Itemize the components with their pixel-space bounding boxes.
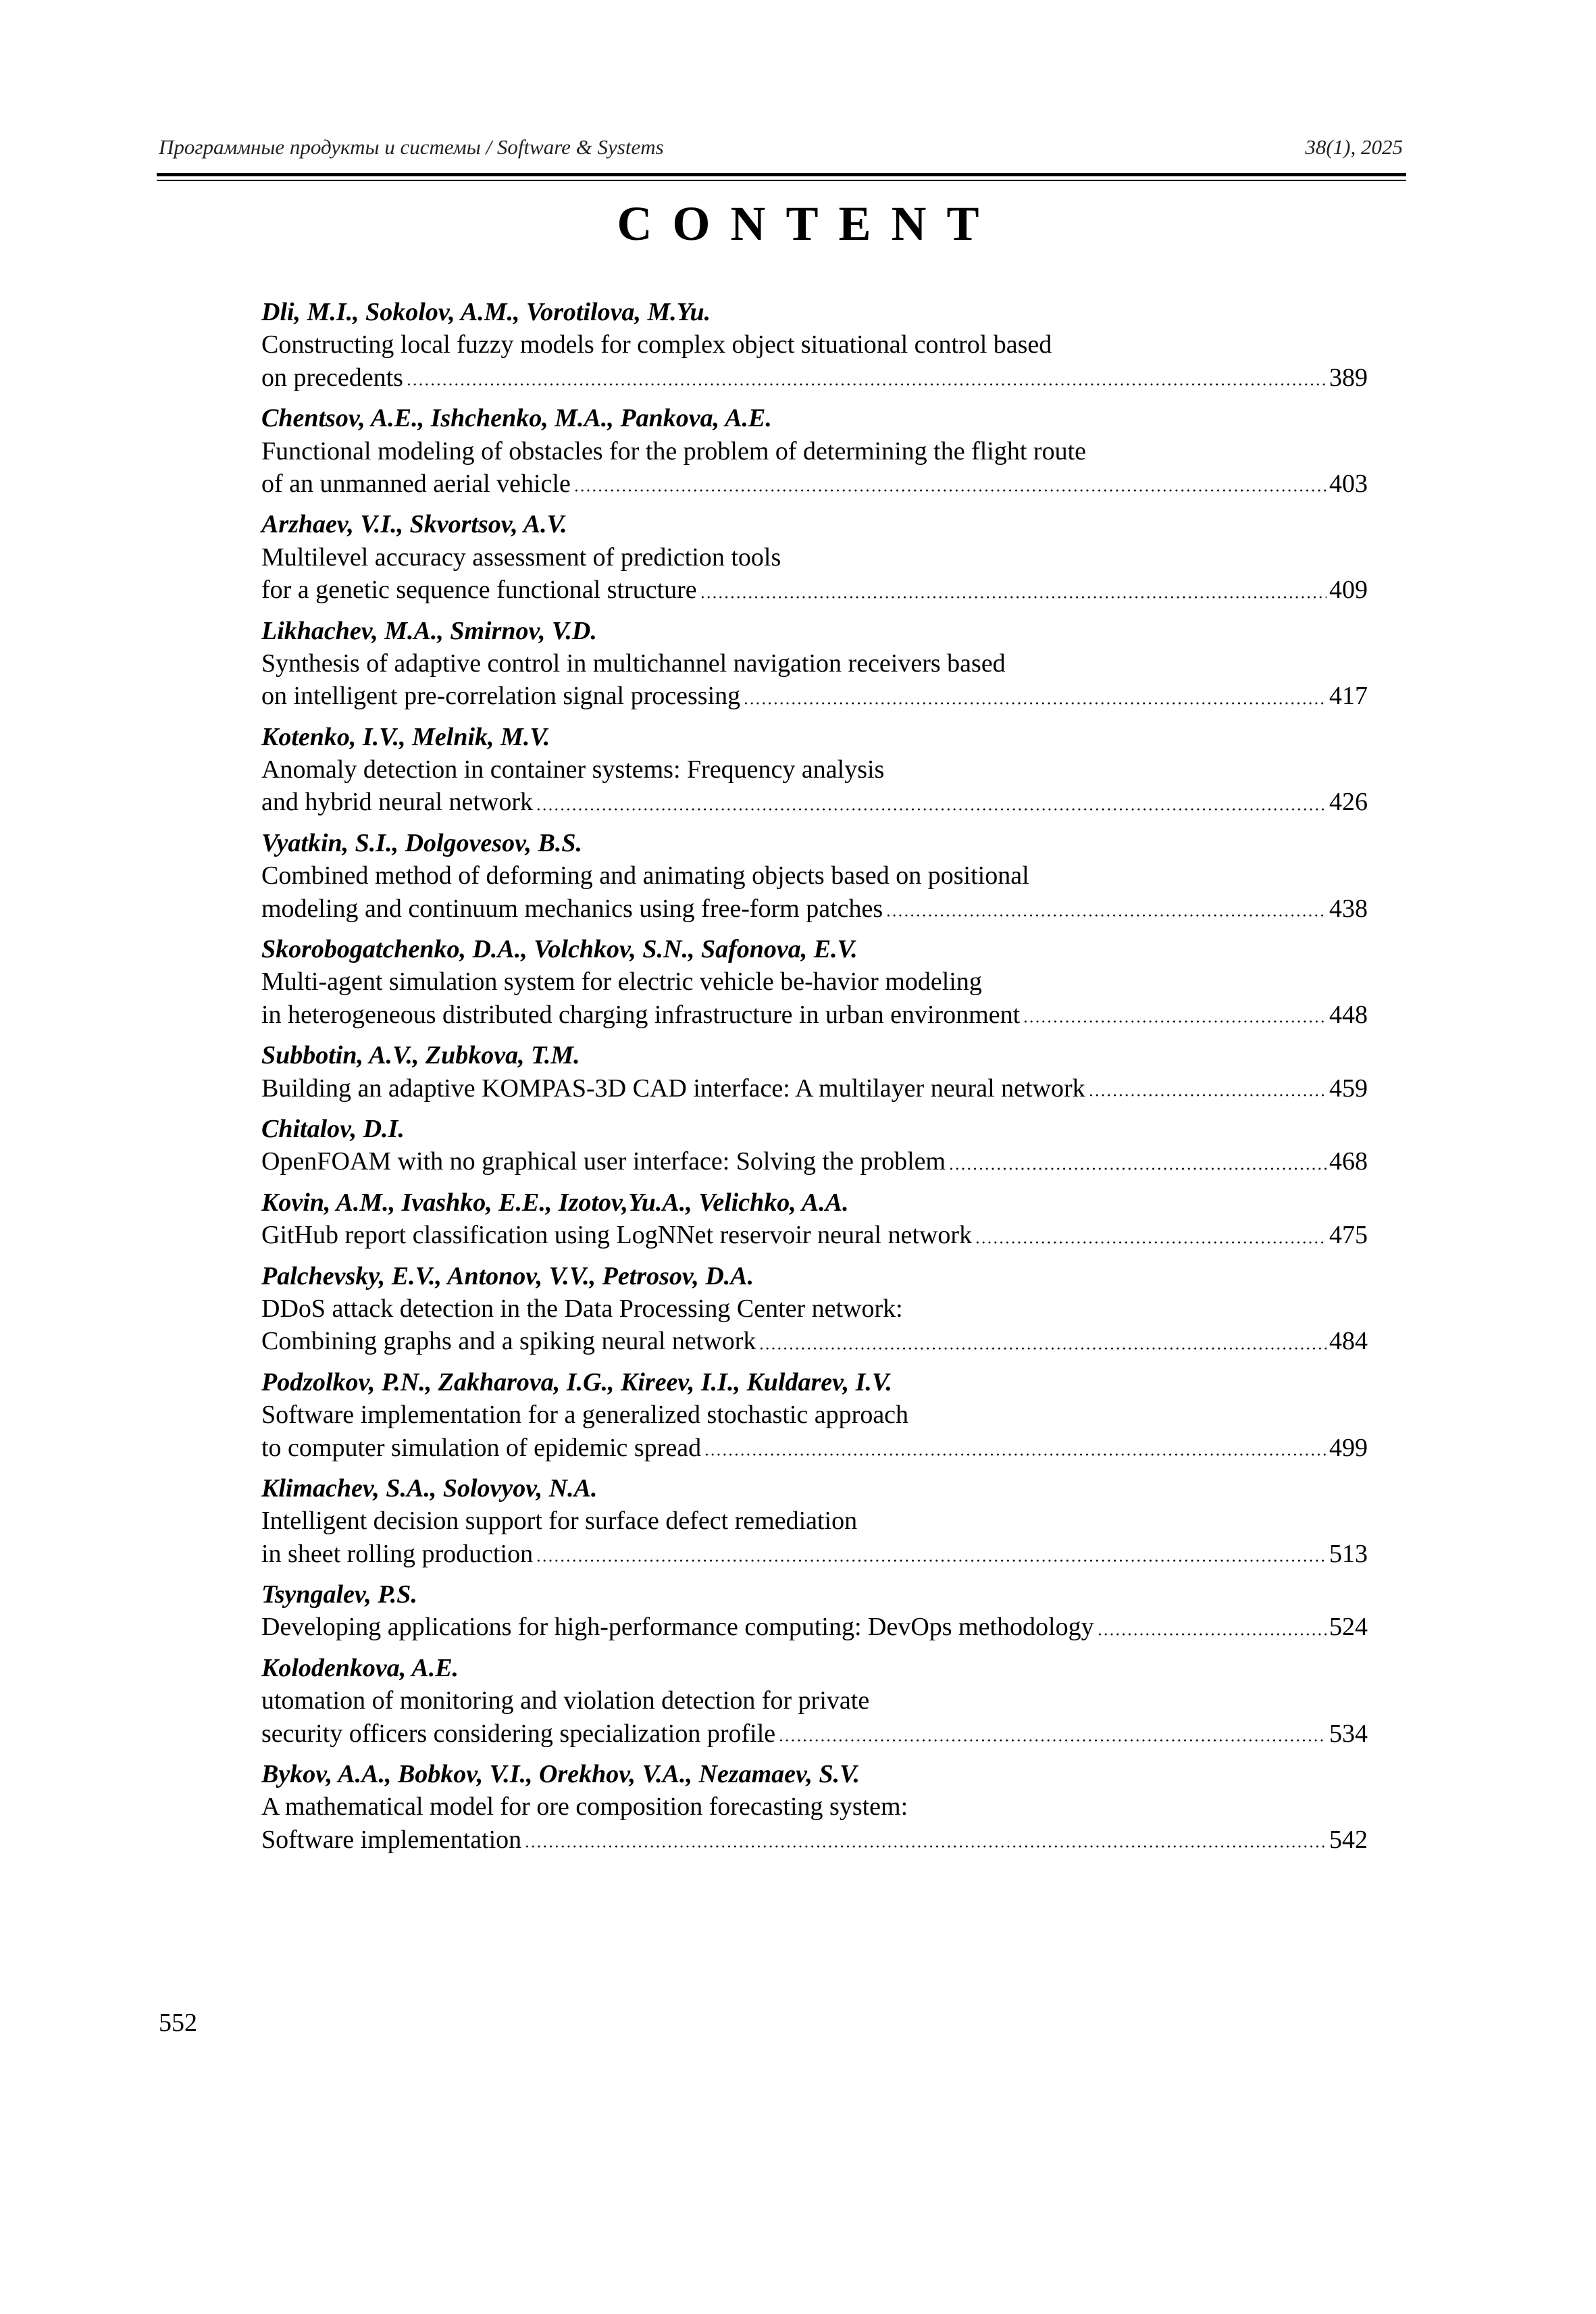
entry-title-last-line xyxy=(261,1717,1368,1750)
entry-title-last-line xyxy=(261,574,1368,606)
page-number: 552 xyxy=(159,2009,197,2037)
entry-title-line: A mathematical model for ore composition forecasting system: xyxy=(261,1792,908,1821)
entry-page-number: 459 xyxy=(1329,1074,1368,1103)
toc-entry[interactable] xyxy=(261,1039,1368,1105)
dot-leader xyxy=(1097,1633,1327,1636)
dot-leader xyxy=(524,1845,1327,1848)
entry-authors: Kotenko, I.V., Melnik, M.V. xyxy=(261,722,550,751)
entry-title-line: Constructing local fuzzy models for complex object situational control based xyxy=(261,330,1052,359)
entry-title-last-line xyxy=(261,1219,1368,1251)
entry-title-line: and hybrid neural network xyxy=(261,788,534,817)
entry-title-last-line xyxy=(261,1823,1368,1856)
entry-authors: Klimachev, S.A., Solovyov, N.A. xyxy=(261,1474,598,1503)
entry-title-line: DDoS attack detection in the Data Processing Center network: xyxy=(261,1294,903,1323)
entry-page-number: 409 xyxy=(1329,576,1368,605)
entry-authors: Subbotin, A.V., Zubkova, T.M. xyxy=(261,1041,580,1070)
running-header-journal: Программные продукты и системы / Software & Systems xyxy=(159,135,664,159)
entry-title-line: to computer simulation of epidemic spread xyxy=(261,1433,702,1462)
entry-title-line: utomation of monitoring and violation detection for private xyxy=(261,1686,870,1715)
entry-authors: Kovin, A.M., Ivashko, E.E., Izotov,Yu.A., Velichko, A.A. xyxy=(261,1188,849,1217)
running-header-issue: 38(1), 2025 xyxy=(1305,135,1403,159)
entry-title-line: Software implementation for a generalized stochastic approach xyxy=(261,1401,909,1430)
entry-page-number: 542 xyxy=(1329,1825,1368,1854)
entry-page-number: 484 xyxy=(1329,1327,1368,1356)
page-title: CONTENT xyxy=(617,197,1000,251)
entry-title-last-line xyxy=(261,361,1368,394)
entry-title-line: Combined method of deforming and animating objects based on positional xyxy=(261,861,1029,890)
entry-title-line: Intelligent decision support for surface defect remediation xyxy=(261,1507,858,1536)
toc-entry[interactable] xyxy=(261,827,1368,925)
entry-page-number: 524 xyxy=(1329,1613,1368,1642)
entry-title-last-line xyxy=(261,786,1368,818)
dot-leader xyxy=(1088,1094,1327,1097)
entry-title-line: modeling and continuum mechanics using free-form patches xyxy=(261,894,883,923)
toc-entry[interactable] xyxy=(261,1578,1368,1644)
toc-entry[interactable] xyxy=(261,296,1368,394)
dot-leader xyxy=(778,1739,1327,1742)
toc-entry[interactable] xyxy=(261,1652,1368,1750)
entry-title-line: GitHub report classification using LogNNet reservoir neural network xyxy=(261,1221,973,1250)
entry-title-line: in sheet rolling production xyxy=(261,1539,534,1568)
entry-authors: Arzhaev, V.I., Skvortsov, A.V. xyxy=(261,510,567,539)
entry-page-number: 475 xyxy=(1329,1221,1368,1250)
entry-title-line: Multi-agent simulation system for electric vehicle be-havior modeling xyxy=(261,967,982,997)
entry-title-line: in heterogeneous distributed charging infrastructure in urban environment xyxy=(261,1000,1021,1029)
entry-page-number: 513 xyxy=(1329,1539,1368,1568)
dot-leader xyxy=(536,808,1327,811)
entry-page-number: 534 xyxy=(1329,1719,1368,1748)
entry-authors: Kolodenkova, A.E. xyxy=(261,1653,459,1682)
entry-title-line: of an unmanned aerial vehicle xyxy=(261,469,571,498)
dot-leader xyxy=(743,702,1327,705)
entry-title-last-line xyxy=(261,468,1368,500)
entry-page-number: 438 xyxy=(1329,894,1368,923)
toc-entry[interactable] xyxy=(261,508,1368,606)
toc-entry[interactable] xyxy=(261,402,1368,500)
entry-authors: Skorobogatchenko, D.A., Volchkov, S.N., Safonova, E.V. xyxy=(261,935,858,964)
entry-title-last-line xyxy=(261,680,1368,712)
entry-title-last-line xyxy=(261,1611,1368,1643)
entry-title-line: Functional modeling of obstacles for the problem of determining the flight route xyxy=(261,436,1086,466)
toc-entry[interactable] xyxy=(261,933,1368,1031)
toc-entry[interactable] xyxy=(261,1758,1368,1856)
entry-page-number: 499 xyxy=(1329,1433,1368,1462)
entry-title-line: on intelligent pre-correlation signal processing xyxy=(261,682,741,711)
dot-leader xyxy=(406,383,1327,386)
entry-title-last-line xyxy=(261,892,1368,925)
entry-title-line: Multilevel accuracy assessment of prediction tools xyxy=(261,543,781,572)
table-of-contents xyxy=(261,296,1368,1864)
entry-page-number: 468 xyxy=(1329,1147,1368,1176)
entry-title-line: Building an adaptive KOMPAS-3D CAD interface: A multilayer neural network xyxy=(261,1074,1085,1103)
dot-leader xyxy=(573,489,1327,492)
entry-title-last-line xyxy=(261,1145,1368,1178)
entry-page-number: 426 xyxy=(1329,788,1368,817)
entry-authors: Vyatkin, S.I., Dolgovesov, B.S. xyxy=(261,828,583,857)
entry-title-line: Synthesis of adaptive control in multichannel navigation receivers based xyxy=(261,649,1006,678)
entry-page-number: 389 xyxy=(1329,363,1368,392)
entry-title-last-line xyxy=(261,1072,1368,1105)
dot-leader xyxy=(948,1167,1327,1170)
toc-entry[interactable] xyxy=(261,1260,1368,1358)
entry-title-last-line xyxy=(261,1538,1368,1570)
entry-title-line: Anomaly detection in container systems: Frequency analysis xyxy=(261,755,885,784)
entry-title-last-line xyxy=(261,999,1368,1031)
entry-authors: Podzolkov, P.N., Zakharova, I.G., Kireev, I.I., Kuldarev, I.V. xyxy=(261,1367,892,1397)
entry-title-last-line xyxy=(261,1432,1368,1464)
entry-page-number: 417 xyxy=(1329,682,1368,711)
dot-leader xyxy=(758,1347,1327,1350)
entry-authors: Likhachev, M.A., Smirnov, V.D. xyxy=(261,616,597,645)
entry-authors: Chitalov, D.I. xyxy=(261,1114,405,1143)
toc-entry[interactable] xyxy=(261,1366,1368,1464)
entry-title-line: Software implementation xyxy=(261,1825,522,1854)
header-rule-thin xyxy=(157,180,1406,181)
entry-title-line: OpenFOAM with no graphical user interface: Solving the problem xyxy=(261,1147,946,1176)
entry-title-line: security officers considering specialization profile xyxy=(261,1719,776,1748)
dot-leader xyxy=(1023,1020,1327,1023)
dot-leader xyxy=(536,1559,1327,1562)
toc-entry[interactable] xyxy=(261,1186,1368,1252)
dot-leader xyxy=(704,1453,1327,1456)
dot-leader xyxy=(885,914,1327,917)
toc-entry[interactable] xyxy=(261,615,1368,713)
dot-leader xyxy=(975,1241,1327,1244)
entry-authors: Bykov, A.A., Bobkov, V.I., Orekhov, V.A., Nezamaev, S.V. xyxy=(261,1760,860,1789)
entry-title-line: Developing applications for high-performance computing: DevOps methodology xyxy=(261,1613,1094,1642)
entry-authors: Palchevsky, E.V., Antonov, V.V., Petrosov, D.A. xyxy=(261,1261,754,1290)
entry-title-last-line xyxy=(261,1325,1368,1357)
toc-entry[interactable] xyxy=(261,1113,1368,1178)
entry-authors: Tsyngalev, P.S. xyxy=(261,1580,417,1609)
dot-leader xyxy=(700,596,1327,599)
toc-entry[interactable] xyxy=(261,1472,1368,1570)
toc-entry[interactable] xyxy=(261,721,1368,819)
entry-page-number: 403 xyxy=(1329,469,1368,498)
entry-title-line: on precedents xyxy=(261,363,403,392)
entry-authors: Dli, M.I., Sokolov, A.M., Vorotilova, M.Yu. xyxy=(261,298,711,326)
entry-title-line: for a genetic sequence functional structure xyxy=(261,576,697,605)
entry-authors: Chentsov, A.E., Ishchenko, M.A., Pankova, A.E. xyxy=(261,404,772,433)
entry-title-line: Combining graphs and a spiking neural network xyxy=(261,1327,756,1356)
header-rule-thick xyxy=(157,173,1406,176)
entry-page-number: 448 xyxy=(1329,1000,1368,1029)
